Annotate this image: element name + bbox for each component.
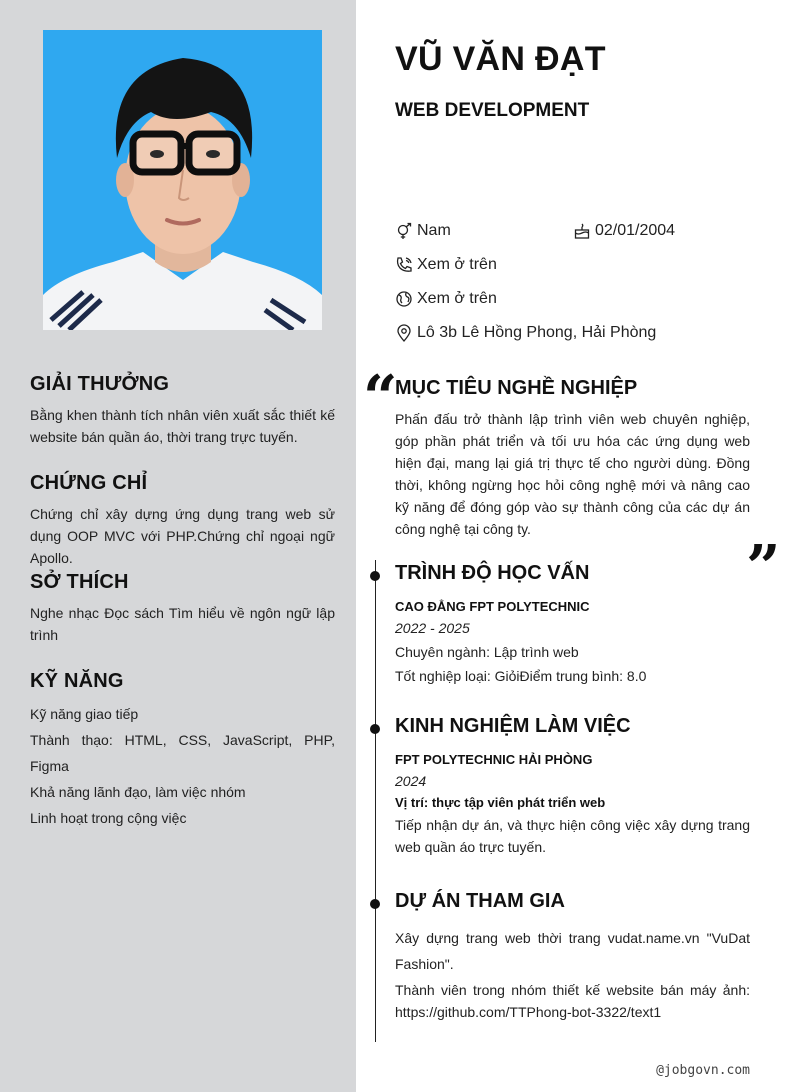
- open-quote-icon: “: [363, 363, 398, 433]
- skill-item: Kỹ năng giao tiếp: [30, 706, 139, 722]
- birthday-value: 02/01/2004: [595, 222, 676, 239]
- education-graduation: Tốt nghiệp loại: GiỏiĐiểm trung bình: 8.0: [395, 668, 647, 684]
- address-value: Lô 3b Lê Hồng Phong, Hải Phòng: [417, 324, 657, 341]
- education-major: Chuyên ngành: Lập trình web: [395, 644, 579, 660]
- objective-title: MỤC TIÊU NGHỀ NGHIỆP: [395, 377, 638, 399]
- skill-item: Thành thạo: HTML, CSS, JavaScript, PHP, Figma: [30, 732, 335, 774]
- experience-position: Vị trí: thực tập viên phát triển web: [395, 795, 606, 810]
- education-period: 2022 - 2025: [395, 620, 470, 636]
- hobbies-section: [30, 571, 335, 646]
- timeline-line: [375, 560, 376, 1042]
- gender-value: Nam: [417, 222, 451, 239]
- hobbies-text: Nghe nhạc Đọc sách Tìm hiểu về ngôn ngữ lập trình: [30, 605, 335, 643]
- certificates-text: Chứng chỉ xây dựng ứng dụng trang web sử dụng OOP MVC với PHP.Chứng chỉ ngoại ngữ Apollo.: [30, 506, 335, 566]
- experience-description: Tiếp nhận dự án, và thực hiện công việc xây dựng trang web quần áo trực tuyến.: [395, 817, 750, 855]
- skills-title: KỸ NĂNG: [30, 670, 124, 692]
- certificates-section: [30, 472, 335, 569]
- experience-period: 2024: [395, 773, 427, 789]
- objective-text: Phấn đấu trở thành lập trình viên web chuyên nghiệp, góp phần phát triển và tối ưu hóa các ứng dụng web hiện đại, mang lại giá trị thực tế cho người dùng. Đồng thời, không ngừng học hỏi công nghệ mới và nâng cao kỹ năng để đóng góp vào sự thành công của các dự án công nghệ tại công ty.: [395, 411, 750, 537]
- phone-info: [395, 254, 497, 276]
- certificates-title: CHỨNG CHỈ: [30, 472, 148, 494]
- projects-title: DỰ ÁN THAM GIA: [395, 890, 565, 912]
- objective-section: [395, 377, 750, 540]
- timeline-dot: [370, 571, 380, 581]
- timeline-dot: [370, 899, 380, 909]
- education-school: CAO ĐẲNG FPT POLYTECHNIC: [395, 599, 590, 614]
- close-quote-icon: ”: [746, 533, 781, 603]
- gender-icon: [395, 222, 413, 240]
- education-section: [395, 562, 750, 688]
- profile-photo: [43, 30, 322, 330]
- projects-section: [395, 890, 750, 1023]
- education-title: TRÌNH ĐỘ HỌC VẤN: [395, 562, 590, 584]
- skill-item: Linh hoạt trong cộng việc: [30, 810, 187, 826]
- website-value: Xem ở trên: [417, 290, 497, 307]
- address-info: [395, 322, 656, 344]
- experience-company: FPT POLYTECHNIC HẢI PHÒNG: [395, 752, 593, 767]
- phone-icon: [395, 256, 413, 274]
- gender-info: [395, 220, 451, 242]
- globe-icon: [395, 290, 413, 308]
- project-item: Xây dựng trang web thời trang vudat.name.vn "VuDat Fashion".: [395, 930, 750, 972]
- birthday-info: [573, 220, 675, 242]
- hobbies-title: SỞ THÍCH: [30, 571, 129, 593]
- watermark: @jobgovn.com: [656, 1063, 750, 1078]
- location-pin-icon: [395, 324, 413, 342]
- awards-text: Bằng khen thành tích nhân viên xuất sắc thiết kế website bán quần áo, thời trang trực tuyến.: [30, 407, 335, 445]
- skills-section: [30, 670, 335, 831]
- candidate-name: VŨ VĂN ĐẠT: [395, 40, 606, 78]
- website-info: [395, 288, 497, 310]
- experience-title: KINH NGHIỆM LÀM VIỆC: [395, 715, 631, 737]
- skill-item: Khả năng lãnh đạo, làm việc nhóm: [30, 784, 246, 800]
- cake-icon: [573, 222, 591, 240]
- awards-title: GIẢI THƯỞNG: [30, 373, 170, 395]
- phone-value: Xem ở trên: [417, 256, 497, 273]
- candidate-role: WEB DEVELOPMENT: [395, 100, 590, 121]
- awards-section: [30, 373, 335, 448]
- project-item: Thành viên trong nhóm thiết kế website bán máy ảnh: https://github.com/TTPhong-bot-3322/text1: [395, 982, 750, 1020]
- experience-section: [395, 715, 750, 858]
- timeline-dot: [370, 724, 380, 734]
